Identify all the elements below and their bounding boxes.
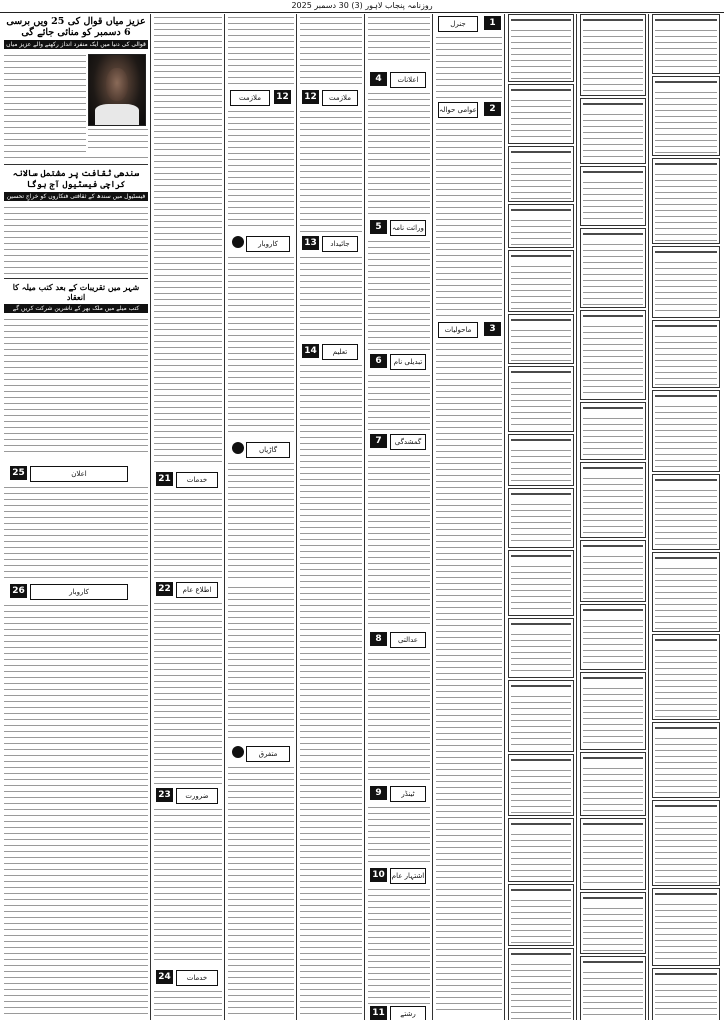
classified-text	[228, 764, 294, 1018]
section-title-box: گاڑیاں	[246, 442, 290, 458]
second-headline: سندھی ثقافت پر مشتمل سالانہ کراچی فیسٹیول آج ہوگا	[12, 169, 140, 190]
boxed-notice	[508, 488, 574, 548]
section-number-badge: 25	[10, 466, 27, 480]
boxed-notice	[508, 250, 574, 312]
boxed-notice	[580, 228, 646, 308]
boxed-notice	[580, 98, 646, 164]
section-title-box: جائیداد	[322, 236, 358, 252]
boxed-notice	[508, 680, 574, 752]
classified-text	[228, 460, 294, 578]
lead-band: قوالی کی دنیا میں ایک منفرد انداز رکھنے والے عزیز میاں	[4, 40, 148, 49]
section-title-box: گمشدگی	[390, 434, 426, 450]
classified-text	[154, 490, 222, 578]
lead-body-text-2	[88, 126, 148, 152]
column-classifieds-e	[366, 14, 433, 1020]
section-title-box: رشتے	[390, 1006, 426, 1020]
column-feature-stories	[2, 14, 151, 1020]
second-body-text	[4, 204, 148, 274]
section-title-box: عدالتی	[390, 632, 426, 648]
section-number-badge: 24	[156, 970, 173, 984]
boxed-notice	[580, 402, 646, 460]
boxed-notice	[580, 14, 646, 96]
section-title-box: ٹینڈر	[390, 786, 426, 802]
section-title-box: متفرق	[246, 746, 290, 762]
boxed-notice	[652, 968, 720, 1020]
section-body-text	[4, 484, 148, 579]
column-classifieds-d	[298, 14, 365, 1020]
section-number-badge: 5	[370, 220, 387, 234]
section-title-box: ماحولیات	[438, 322, 478, 338]
masthead-date-line: روزنامہ پنجاب لاہور (3) 30 دسمبر 2025	[0, 0, 724, 13]
boxed-notice	[652, 552, 720, 632]
boxed-notice	[508, 204, 574, 248]
section-number-badge: 9	[370, 786, 387, 800]
column-boxed-notices-g	[506, 14, 577, 1020]
section-title-box: خدمات	[176, 970, 218, 986]
notice-text	[436, 34, 502, 98]
notice-text	[436, 340, 502, 1010]
column-classifieds-b	[152, 14, 225, 1020]
lead-body-text-3	[4, 154, 148, 162]
column-boxed-notices-h	[578, 14, 649, 1020]
section-title-box: خدمات	[176, 472, 218, 488]
section-title-box: تعلیم	[322, 344, 358, 360]
classified-text	[368, 452, 430, 628]
boxed-notice	[652, 390, 720, 472]
boxed-notice	[580, 310, 646, 400]
section-title-box: ملازمت	[322, 90, 358, 106]
section-title-box: عوامی حوالہ	[438, 102, 478, 118]
third-band: کتب میلے میں ملک بھر کے ناشرین شرکت کریں گے	[4, 304, 148, 313]
classified-text	[228, 584, 294, 742]
boxed-notice	[652, 158, 720, 244]
boxed-notice	[580, 752, 646, 816]
classified-text	[228, 108, 294, 228]
boxed-notice	[508, 434, 574, 486]
section-number-badge: 4	[370, 72, 387, 86]
section-title-box: اطلاع عام	[176, 582, 218, 598]
lead-headline: عزیز میاں قوال کی 25 ویں برسی 6 دسمبر کو منائی جائے گی	[6, 16, 146, 38]
classified-text	[154, 988, 222, 1018]
section-number-badge: 26	[10, 584, 27, 598]
classified-text	[368, 238, 430, 350]
section-number-badge: 7	[370, 434, 387, 448]
column-classifieds-c	[226, 14, 297, 1020]
boxed-notice	[580, 892, 646, 954]
section-number-badge: 12	[274, 90, 291, 104]
boxed-notice	[652, 474, 720, 550]
column-notices-f	[434, 14, 505, 1020]
second-band: فیسٹیول میں سندھ کے ثقافتی فنکاروں کو خراجِ تحسین	[4, 192, 148, 201]
boxed-notice	[580, 604, 646, 670]
boxed-notice	[508, 818, 574, 882]
section-circle-icon	[232, 746, 244, 758]
third-body-text	[4, 316, 148, 456]
boxed-notice	[580, 166, 646, 226]
section-title-box: جنرل	[438, 16, 478, 32]
classified-text	[368, 804, 430, 864]
classified-text	[300, 108, 362, 232]
portrait-shirt	[95, 104, 140, 125]
classified-text	[300, 362, 362, 1018]
separator	[4, 164, 148, 165]
section-title-box: ملازمت	[230, 90, 270, 106]
classified-text	[368, 90, 430, 216]
section-title-box: وراثت نامہ	[390, 220, 426, 236]
boxed-notice	[580, 540, 646, 602]
boxed-notice	[508, 366, 574, 432]
section-number-badge: 6	[370, 354, 387, 368]
classified-text	[154, 600, 222, 784]
boxed-notice	[652, 800, 720, 886]
classified-text	[368, 886, 430, 1008]
boxed-notice	[652, 76, 720, 156]
boxed-notice	[508, 948, 574, 1020]
boxed-notice	[652, 888, 720, 966]
section-title-box: کاروبار	[30, 584, 128, 600]
boxed-notice	[580, 672, 646, 750]
classified-text	[300, 14, 362, 86]
section-number-badge: 8	[370, 632, 387, 646]
boxed-notice	[652, 320, 720, 388]
section-title-box: ضرورت	[176, 788, 218, 804]
classified-text	[228, 14, 294, 84]
classified-text	[228, 254, 294, 434]
lead-body-text	[4, 52, 86, 152]
section-number-badge: 23	[156, 788, 173, 802]
boxed-notice	[652, 246, 720, 318]
classified-text	[368, 650, 430, 782]
section-number-badge: 13	[302, 236, 319, 250]
section-number-badge: 3	[484, 322, 501, 336]
boxed-notice	[580, 818, 646, 890]
boxed-notice	[508, 754, 574, 816]
classified-text	[154, 14, 222, 466]
section-number-badge: 11	[370, 1006, 387, 1020]
section-number-badge: 22	[156, 582, 173, 596]
classified-text	[300, 254, 362, 340]
section-title-box: کاروبار	[246, 236, 290, 252]
section-title-box: تبدیلی نام	[390, 354, 426, 370]
section-body-text	[4, 602, 148, 1016]
section-circle-icon	[232, 236, 244, 248]
section-circle-icon	[232, 442, 244, 454]
section-number-badge: 2	[484, 102, 501, 116]
section-number-badge: 14	[302, 344, 319, 358]
lead-portrait-photo	[88, 54, 146, 126]
boxed-notice	[652, 722, 720, 798]
boxed-notice	[580, 956, 646, 1020]
section-title-box: اشتہار عام	[390, 868, 426, 884]
boxed-notice	[508, 14, 574, 82]
section-number-badge: 10	[370, 868, 387, 882]
boxed-notice	[652, 634, 720, 720]
boxed-notice	[508, 314, 574, 364]
section-number-badge: 12	[302, 90, 319, 104]
section-number-badge: 1	[484, 16, 501, 30]
boxed-notice	[580, 462, 646, 538]
section-title-box: اعلانات	[390, 72, 426, 88]
column-boxed-notices-i	[650, 14, 722, 1020]
separator	[4, 278, 148, 279]
third-headline: شہر میں تقریبات کے بعد کتب میلہ کا انعقاد	[12, 282, 140, 302]
classified-text	[154, 806, 222, 964]
boxed-notice	[652, 14, 720, 74]
portrait-face	[106, 68, 128, 102]
classified-text	[368, 14, 430, 64]
boxed-notice	[508, 550, 574, 616]
section-title-box: اعلان	[30, 466, 128, 482]
classified-text	[368, 372, 430, 430]
boxed-notice	[508, 84, 574, 144]
boxed-notice	[508, 884, 574, 946]
notice-text	[436, 120, 502, 318]
section-number-badge: 21	[156, 472, 173, 486]
boxed-notice	[508, 146, 574, 202]
boxed-notice	[508, 618, 574, 678]
